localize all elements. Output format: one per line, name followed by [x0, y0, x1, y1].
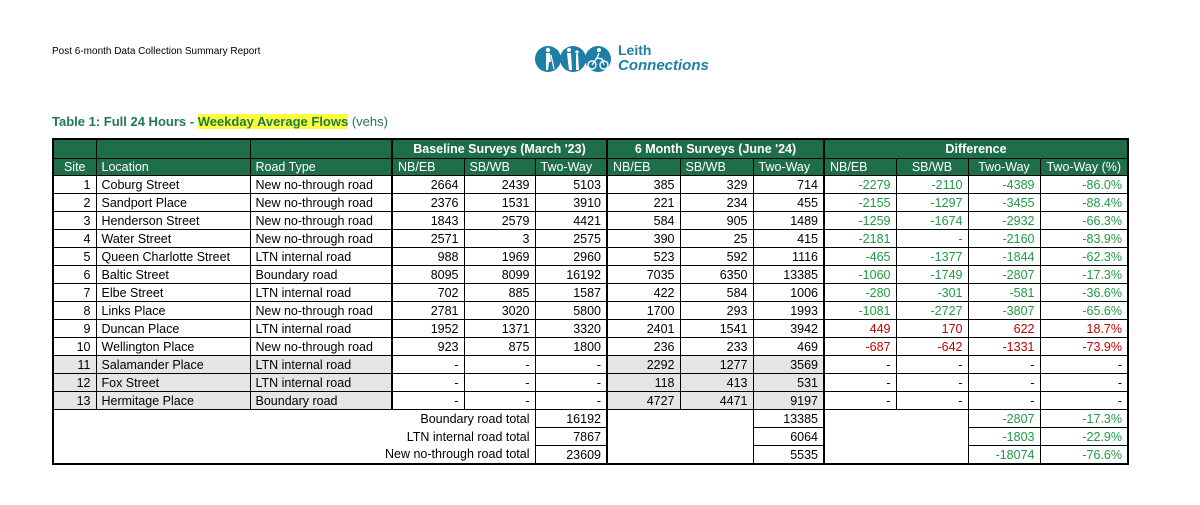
site-cell: 7 — [53, 284, 96, 302]
baseline-sbwb-cell: - — [464, 356, 535, 374]
site-cell: 2 — [53, 194, 96, 212]
group-six-month: 6 Month Surveys (June '24) — [607, 139, 824, 159]
diff-sbwb-cell: -2110 — [896, 176, 968, 194]
total-label-cell: LTN internal road total — [53, 428, 535, 446]
road-type-cell: Boundary road — [250, 392, 392, 410]
total-baseline-cell: 7867 — [535, 428, 607, 446]
six-month-nbeb-cell: 236 — [607, 338, 680, 356]
road-type-cell: New no-through road — [250, 212, 392, 230]
baseline-two-way-cell: 5103 — [535, 176, 607, 194]
road-type-cell: LTN internal road — [250, 248, 392, 266]
road-type-cell: LTN internal road — [250, 374, 392, 392]
six-month-sbwb-cell: 905 — [680, 212, 753, 230]
diff-two-way-pct-cell: -65.6% — [1040, 302, 1128, 320]
six-month-nbeb-cell: 584 — [607, 212, 680, 230]
col-six-month-nbeb: NB/EB — [607, 159, 680, 176]
six-month-nbeb-cell: 118 — [607, 374, 680, 392]
diff-nbeb-cell: -465 — [824, 248, 896, 266]
total-pct-cell: -76.6% — [1040, 446, 1128, 465]
site-cell: 5 — [53, 248, 96, 266]
col-diff-two-way: Two-Way — [968, 159, 1040, 176]
logo-figures-icon — [535, 42, 615, 76]
road-type-cell: New no-through road — [250, 230, 392, 248]
total-spacer — [824, 446, 968, 465]
diff-nbeb-cell: -2155 — [824, 194, 896, 212]
table-row — [53, 320, 1128, 338]
diff-nbeb-cell: -1259 — [824, 212, 896, 230]
six-month-nbeb-cell: 523 — [607, 248, 680, 266]
six-month-two-way-cell: 415 — [753, 230, 824, 248]
road-type-cell: New no-through road — [250, 194, 392, 212]
diff-two-way-cell: -1844 — [968, 248, 1040, 266]
diff-two-way-pct-cell: - — [1040, 392, 1128, 410]
location-cell: Baltic Street — [96, 266, 250, 284]
col-six-month-two-way: Two-Way — [753, 159, 824, 176]
diff-sbwb-cell: 170 — [896, 320, 968, 338]
diff-sbwb-cell: -1297 — [896, 194, 968, 212]
diff-two-way-cell: -4389 — [968, 176, 1040, 194]
diff-sbwb-cell: -2727 — [896, 302, 968, 320]
diff-two-way-pct-cell: - — [1040, 356, 1128, 374]
site-cell: 4 — [53, 230, 96, 248]
six-month-nbeb-cell: 7035 — [607, 266, 680, 284]
table-row — [53, 284, 1128, 302]
table-row — [53, 248, 1128, 266]
baseline-nbeb-cell: 8095 — [392, 266, 464, 284]
site-cell: 11 — [53, 356, 96, 374]
diff-sbwb-cell: -301 — [896, 284, 968, 302]
total-baseline-cell: 23609 — [535, 446, 607, 465]
site-cell: 8 — [53, 302, 96, 320]
diff-two-way-pct-cell: -17.3% — [1040, 266, 1128, 284]
location-cell: Water Street — [96, 230, 250, 248]
six-month-sbwb-cell: 592 — [680, 248, 753, 266]
road-type-cell: LTN internal road — [250, 356, 392, 374]
location-cell: Wellington Place — [96, 338, 250, 356]
diff-nbeb-cell: -1060 — [824, 266, 896, 284]
baseline-two-way-cell: - — [535, 392, 607, 410]
site-cell: 1 — [53, 176, 96, 194]
diff-two-way-cell: - — [968, 356, 1040, 374]
table-row — [53, 392, 1128, 410]
table-row — [53, 356, 1128, 374]
six-month-two-way-cell: 531 — [753, 374, 824, 392]
baseline-two-way-cell: 3320 — [535, 320, 607, 338]
diff-two-way-pct-cell: -86.0% — [1040, 176, 1128, 194]
baseline-sbwb-cell: - — [464, 392, 535, 410]
six-month-nbeb-cell: 385 — [607, 176, 680, 194]
diff-nbeb-cell: 449 — [824, 320, 896, 338]
baseline-nbeb-cell: 2781 — [392, 302, 464, 320]
diff-sbwb-cell: -642 — [896, 338, 968, 356]
road-type-cell: New no-through road — [250, 302, 392, 320]
diff-sbwb-cell: -1749 — [896, 266, 968, 284]
total-spacer — [824, 428, 968, 446]
baseline-two-way-cell: 1587 — [535, 284, 607, 302]
baseline-nbeb-cell: 2376 — [392, 194, 464, 212]
six-month-two-way-cell: 9197 — [753, 392, 824, 410]
location-cell: Salamander Place — [96, 356, 250, 374]
baseline-sbwb-cell: 1371 — [464, 320, 535, 338]
diff-nbeb-cell: - — [824, 374, 896, 392]
six-month-two-way-cell: 1116 — [753, 248, 824, 266]
col-diff-nbeb: NB/EB — [824, 159, 896, 176]
six-month-two-way-cell: 3942 — [753, 320, 824, 338]
diff-two-way-pct-cell: 18.7% — [1040, 320, 1128, 338]
diff-sbwb-cell: - — [896, 374, 968, 392]
total-baseline-cell: 16192 — [535, 410, 607, 428]
diff-nbeb-cell: -687 — [824, 338, 896, 356]
table-title-prefix: Table 1: Full 24 Hours - — [52, 114, 198, 129]
baseline-sbwb-cell: 2579 — [464, 212, 535, 230]
flows-table — [52, 138, 1129, 465]
leith-connections-logo — [535, 42, 715, 78]
location-cell: Elbe Street — [96, 284, 250, 302]
road-type-cell: LTN internal road — [250, 320, 392, 338]
table-row — [53, 266, 1128, 284]
total-diff-cell: -2807 — [968, 410, 1040, 428]
site-cell: 9 — [53, 320, 96, 338]
location-cell: Henderson Street — [96, 212, 250, 230]
baseline-nbeb-cell: 2571 — [392, 230, 464, 248]
location-cell: Sandport Place — [96, 194, 250, 212]
diff-nbeb-cell: -2181 — [824, 230, 896, 248]
six-month-sbwb-cell: 584 — [680, 284, 753, 302]
baseline-sbwb-cell: 875 — [464, 338, 535, 356]
diff-nbeb-cell: -1081 — [824, 302, 896, 320]
baseline-nbeb-cell: 1952 — [392, 320, 464, 338]
diff-two-way-pct-cell: -88.4% — [1040, 194, 1128, 212]
total-spacer — [824, 410, 968, 428]
table-row — [53, 212, 1128, 230]
baseline-nbeb-cell: 702 — [392, 284, 464, 302]
col-diff-sbwb: SB/WB — [896, 159, 968, 176]
diff-nbeb-cell: - — [824, 392, 896, 410]
col-baseline-two-way: Two-Way — [535, 159, 607, 176]
baseline-sbwb-cell: 1969 — [464, 248, 535, 266]
diff-sbwb-cell: -1377 — [896, 248, 968, 266]
total-diff-cell: -18074 — [968, 446, 1040, 465]
six-month-sbwb-cell: 413 — [680, 374, 753, 392]
col-baseline-sbwb: SB/WB — [464, 159, 535, 176]
six-month-nbeb-cell: 221 — [607, 194, 680, 212]
total-spacer — [607, 446, 753, 465]
col-baseline-nbeb: NB/EB — [392, 159, 464, 176]
diff-two-way-pct-cell: -83.9% — [1040, 230, 1128, 248]
total-pct-cell: -22.9% — [1040, 428, 1128, 446]
baseline-nbeb-cell: - — [392, 392, 464, 410]
baseline-two-way-cell: - — [535, 356, 607, 374]
group-header-row — [53, 139, 1128, 159]
diff-two-way-cell: -2160 — [968, 230, 1040, 248]
baseline-two-way-cell: 1800 — [535, 338, 607, 356]
baseline-two-way-cell: 16192 — [535, 266, 607, 284]
diff-two-way-cell: -3807 — [968, 302, 1040, 320]
location-cell: Queen Charlotte Street — [96, 248, 250, 266]
six-month-two-way-cell: 455 — [753, 194, 824, 212]
six-month-two-way-cell: 714 — [753, 176, 824, 194]
location-cell: Coburg Street — [96, 176, 250, 194]
six-month-sbwb-cell: 234 — [680, 194, 753, 212]
table-title — [52, 114, 388, 129]
baseline-nbeb-cell: - — [392, 374, 464, 392]
diff-two-way-pct-cell: -66.3% — [1040, 212, 1128, 230]
col-site: Site — [53, 159, 96, 176]
baseline-two-way-cell: 5800 — [535, 302, 607, 320]
six-month-nbeb-cell: 390 — [607, 230, 680, 248]
six-month-sbwb-cell: 1541 — [680, 320, 753, 338]
diff-two-way-cell: 622 — [968, 320, 1040, 338]
baseline-sbwb-cell: - — [464, 374, 535, 392]
site-cell: 13 — [53, 392, 96, 410]
baseline-nbeb-cell: 2664 — [392, 176, 464, 194]
diff-nbeb-cell: - — [824, 356, 896, 374]
site-cell: 10 — [53, 338, 96, 356]
site-cell: 12 — [53, 374, 96, 392]
diff-two-way-pct-cell: -36.6% — [1040, 284, 1128, 302]
logo-line-1: Leith — [618, 42, 652, 58]
baseline-sbwb-cell: 2439 — [464, 176, 535, 194]
six-month-two-way-cell: 469 — [753, 338, 824, 356]
six-month-sbwb-cell: 293 — [680, 302, 753, 320]
diff-nbeb-cell: -280 — [824, 284, 896, 302]
six-month-two-way-cell: 1489 — [753, 212, 824, 230]
col-six-month-sbwb: SB/WB — [680, 159, 753, 176]
total-six-month-cell: 6064 — [753, 428, 824, 446]
baseline-sbwb-cell: 3 — [464, 230, 535, 248]
table-row — [53, 302, 1128, 320]
logo-line-2: Connections — [618, 57, 709, 74]
diff-two-way-cell: -1331 — [968, 338, 1040, 356]
diff-two-way-pct-cell: -62.3% — [1040, 248, 1128, 266]
diff-sbwb-cell: - — [896, 230, 968, 248]
six-month-nbeb-cell: 422 — [607, 284, 680, 302]
six-month-sbwb-cell: 329 — [680, 176, 753, 194]
baseline-sbwb-cell: 885 — [464, 284, 535, 302]
location-cell: Fox Street — [96, 374, 250, 392]
road-type-cell: New no-through road — [250, 176, 392, 194]
total-row — [53, 428, 1128, 446]
baseline-two-way-cell: - — [535, 374, 607, 392]
baseline-sbwb-cell: 3020 — [464, 302, 535, 320]
report-header: Post 6-month Data Collection Summary Report — [52, 46, 261, 57]
logo-text — [618, 43, 709, 73]
column-header-row — [53, 159, 1128, 176]
road-type-cell: LTN internal road — [250, 284, 392, 302]
table-row — [53, 176, 1128, 194]
six-month-nbeb-cell: 1700 — [607, 302, 680, 320]
diff-sbwb-cell: - — [896, 356, 968, 374]
total-six-month-cell: 5535 — [753, 446, 824, 465]
baseline-nbeb-cell: 988 — [392, 248, 464, 266]
baseline-nbeb-cell: - — [392, 356, 464, 374]
diff-two-way-cell: -2932 — [968, 212, 1040, 230]
total-row — [53, 410, 1128, 428]
total-diff-cell: -1803 — [968, 428, 1040, 446]
six-month-nbeb-cell: 4727 — [607, 392, 680, 410]
six-month-nbeb-cell: 2401 — [607, 320, 680, 338]
diff-nbeb-cell: -2279 — [824, 176, 896, 194]
six-month-two-way-cell: 13385 — [753, 266, 824, 284]
diff-sbwb-cell: - — [896, 392, 968, 410]
location-cell: Hermitage Place — [96, 392, 250, 410]
baseline-two-way-cell: 3910 — [535, 194, 607, 212]
six-month-sbwb-cell: 6350 — [680, 266, 753, 284]
col-diff-two-way-pct: Two-Way (%) — [1040, 159, 1128, 176]
road-type-cell: Boundary road — [250, 266, 392, 284]
table-title-highlight: Weekday Average Flows — [197, 114, 349, 129]
diff-two-way-cell: - — [968, 392, 1040, 410]
six-month-sbwb-cell: 233 — [680, 338, 753, 356]
diff-two-way-cell: - — [968, 374, 1040, 392]
six-month-sbwb-cell: 1277 — [680, 356, 753, 374]
baseline-nbeb-cell: 923 — [392, 338, 464, 356]
total-row — [53, 446, 1128, 465]
diff-two-way-cell: -581 — [968, 284, 1040, 302]
location-cell: Duncan Place — [96, 320, 250, 338]
baseline-nbeb-cell: 1843 — [392, 212, 464, 230]
site-cell: 3 — [53, 212, 96, 230]
baseline-two-way-cell: 4421 — [535, 212, 607, 230]
table-row — [53, 230, 1128, 248]
diff-two-way-cell: -3455 — [968, 194, 1040, 212]
table-row — [53, 194, 1128, 212]
table-title-suffix: (vehs) — [348, 114, 388, 129]
col-road-type: Road Type — [250, 159, 392, 176]
six-month-nbeb-cell: 2292 — [607, 356, 680, 374]
total-six-month-cell: 13385 — [753, 410, 824, 428]
baseline-two-way-cell: 2960 — [535, 248, 607, 266]
six-month-two-way-cell: 3569 — [753, 356, 824, 374]
diff-two-way-pct-cell: - — [1040, 374, 1128, 392]
baseline-two-way-cell: 2575 — [535, 230, 607, 248]
table-row — [53, 338, 1128, 356]
diff-two-way-cell: -2807 — [968, 266, 1040, 284]
road-type-cell: New no-through road — [250, 338, 392, 356]
diff-two-way-pct-cell: -73.9% — [1040, 338, 1128, 356]
total-spacer — [607, 410, 753, 428]
group-baseline: Baseline Surveys (March '23) — [392, 139, 607, 159]
col-location: Location — [96, 159, 250, 176]
total-pct-cell: -17.3% — [1040, 410, 1128, 428]
total-label-cell: Boundary road total — [53, 410, 535, 428]
site-cell: 6 — [53, 266, 96, 284]
location-cell: Links Place — [96, 302, 250, 320]
six-month-sbwb-cell: 4471 — [680, 392, 753, 410]
table-row — [53, 374, 1128, 392]
baseline-sbwb-cell: 8099 — [464, 266, 535, 284]
six-month-two-way-cell: 1006 — [753, 284, 824, 302]
total-label-cell: New no-through road total — [53, 446, 535, 465]
group-difference: Difference — [824, 139, 1128, 159]
six-month-sbwb-cell: 25 — [680, 230, 753, 248]
six-month-two-way-cell: 1993 — [753, 302, 824, 320]
baseline-sbwb-cell: 1531 — [464, 194, 535, 212]
total-spacer — [607, 428, 753, 446]
diff-sbwb-cell: -1674 — [896, 212, 968, 230]
